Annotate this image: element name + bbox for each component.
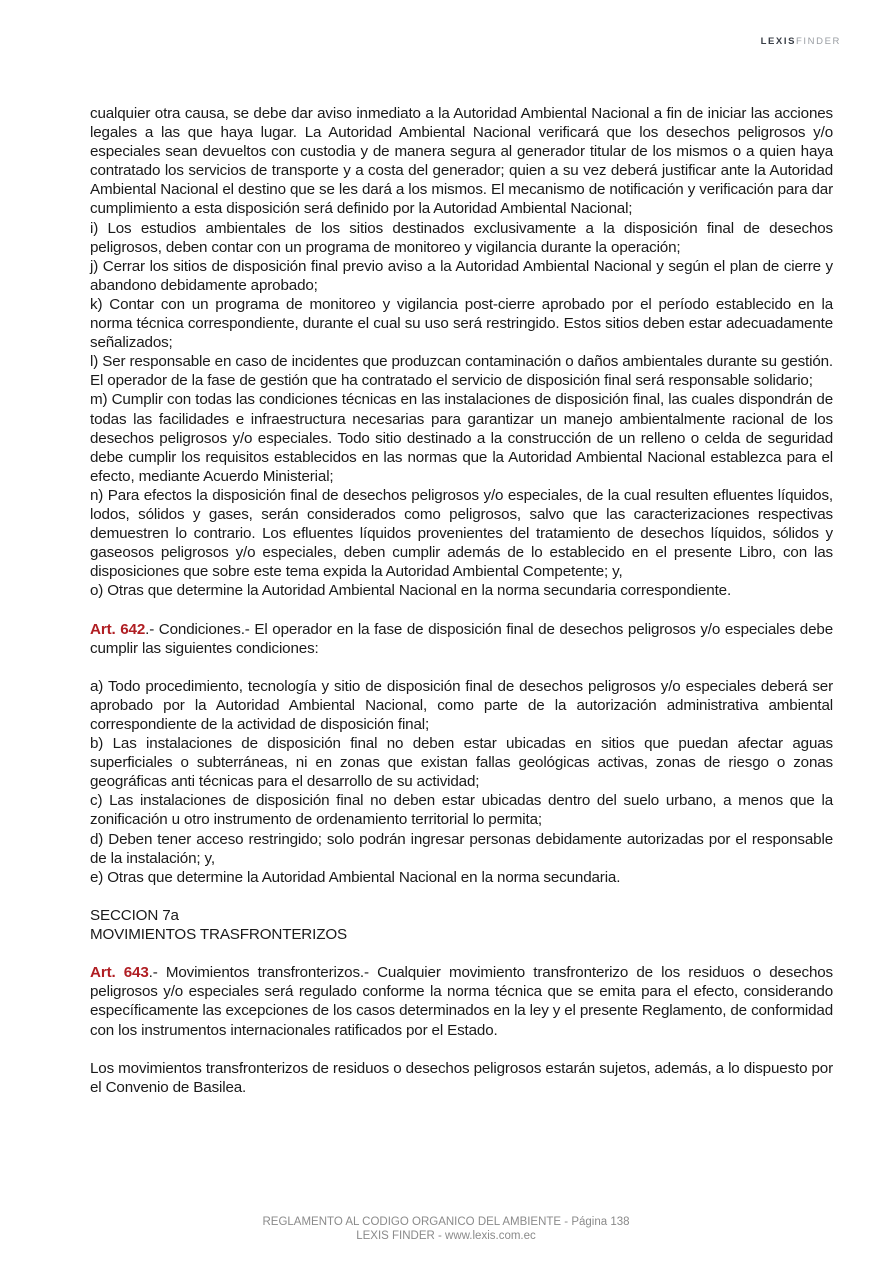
spacer [90,887,833,906]
page-footer [0,1215,892,1243]
list-item-e: e) Otras que determine la Autoridad Ambiental Nacional en la norma secundaria. [90,868,621,886]
logo-light-text: FINDER [796,36,841,47]
list-item-c: c) Las instalaciones de disposición final no deben estar ubicadas dentro del suelo urbano, a menos que la zonificación u otro instrumento de ordenamiento territorial lo permita; [90,792,833,829]
article-642-label: Art. 642 [90,620,146,638]
document-body [90,104,833,1097]
list-item-m: m) Cumplir con todas las condiciones técnicas en las instalaciones de disposición final, las cuales dispondrán de todas las facilidades e infraestructura necesarias para garantizar un manejo ambientalmente racional de los desechos peligrosos y/o especiales. Todo sitio destinado a la construcción de un relleno o celda de seguridad debe cumplir los requisitos establecidos en las normas que la Autoridad Ambiental Nacional establezca para el efecto, mediante Acuerdo Ministerial; [90,391,833,485]
article-642-paragraph [90,620,833,658]
list-item-d: d) Deben tener acceso restringido; solo podrán ingresar personas debidamente autorizadas por el responsable de la instalación; y, [90,830,833,867]
section-number: SECCION 7a [90,906,179,924]
footer-document-title: REGLAMENTO AL CODIGO ORGANICO DEL AMBIENTE - Página 138 [262,1216,630,1228]
intro-paragraph: cualquier otra causa, se debe dar aviso inmediato a la Autoridad Ambiental Nacional a fin de iniciar las acciones legales a las que haya lugar. La Autoridad Ambiental Nacional verificará que los desechos peligrosos y/o especiales sean devueltos con custodia y de manera segura al generador titular de los mismos o a quien haya contratado los servicios de transporte y a costa del generador; quien a su vez deberá justificar ante la Autoridad Ambiental Nacional el destino que se les dará a los mismos. El mecanismo de notificación y verificación para dar cumplimiento a esta disposición será definido por la Autoridad Ambiental Nacional; [90,105,833,218]
article-642-text: .- Condiciones.- El operador en la fase de disposición final de desechos peligrosos y/o especiales debe cumplir las siguientes condiciones: [90,620,833,657]
spacer [90,658,833,677]
logo-bold-text: LEXIS [760,36,797,47]
list-item-l: l) Ser responsable en caso de incidentes que produzcan contaminación o daños ambientales durante su gestión. El operador de la fase de gestión que ha contratado el servicio de disposición final será responsable solidario; [90,353,833,390]
closing-paragraph: Los movimientos transfronterizos de residuos o desechos peligrosos estarán sujetos, además, a lo dispuesto por el Convenio de Basilea. [90,1059,833,1096]
list-item-a: a) Todo procedimiento, tecnología y sitio de disposición final de desechos peligrosos y/o especiales deberá ser aprobado por la Autoridad Ambiental Nacional, como parte de la autorización administrativa ambiental correspondiente de la actividad de disposición final; [90,677,833,733]
article-643-paragraph [90,963,833,1039]
lexis-finder-logo [761,36,841,48]
list-item-k: k) Contar con un programa de monitoreo y vigilancia post-cierre aprobado por el período establecido en la norma técnica correspondiente, durante el cual su uso será restringido. Estos sitios deben estar adecuadamente señalizados; [90,295,833,352]
list-item-i: i) Los estudios ambientales de los sitios destinados exclusivamente a la disposición final de desechos peligrosos, deben contar con un programa de monitoreo y vigilancia durante la operación; [90,219,833,256]
list-item-n: n) Para efectos la disposición final de desechos peligrosos y/o especiales, de la cual resulten efluentes líquidos, lodos, sólidos y gases, serán considerados como peligrosos, salvo que las caracterizaciones respectivas demuestren lo contrario. Los efluentes líquidos provenientes del tratamiento de desechos líquidos, sólidos y gaseosos peligrosos y/o especiales, deben cumplir además de lo establecido en el presente Libro, con las disposiciones que sobre este tema expida la Autoridad Ambiental Competente; y, [90,486,833,581]
list-item-o: o) Otras que determine la Autoridad Ambiental Nacional en la norma secundaria correspondiente. [90,582,732,600]
list-item-b: b) Las instalaciones de disposición final no deben estar ubicadas en sitios que puedan afectar aguas superficiales o subterráneas, ni en zonas que existan fallas geológicas activas, zonas de riesgo o zonas geográficas anti técnicas para el desarrollo de su actividad; [90,735,833,791]
article-643-label: Art. 643 [90,964,149,982]
article-643-text: .- Movimientos transfronterizos.- Cualquier movimiento transfronterizo de los residuos o desechos peligrosos y/o especiales será regulado conforme la norma técnica que se emita para el efecto, considerando específicamente las excepciones de los casos determinados en la ley y el presente Reglamento, de conformidad con los instrumentos internacionales ratificados por el Estado. [90,964,834,1039]
footer-website: LEXIS FINDER - www.lexis.com.ec [356,1230,536,1242]
list-item-j: j) Cerrar los sitios de disposición final previo aviso a la Autoridad Ambiental Nacional y según el plan de cierre y abandono debidamente aprobado; [90,257,833,294]
spacer [90,944,833,963]
section-title: MOVIMIENTOS TRASFRONTERIZOS [90,926,347,944]
spacer [90,600,833,619]
spacer [90,1040,833,1059]
